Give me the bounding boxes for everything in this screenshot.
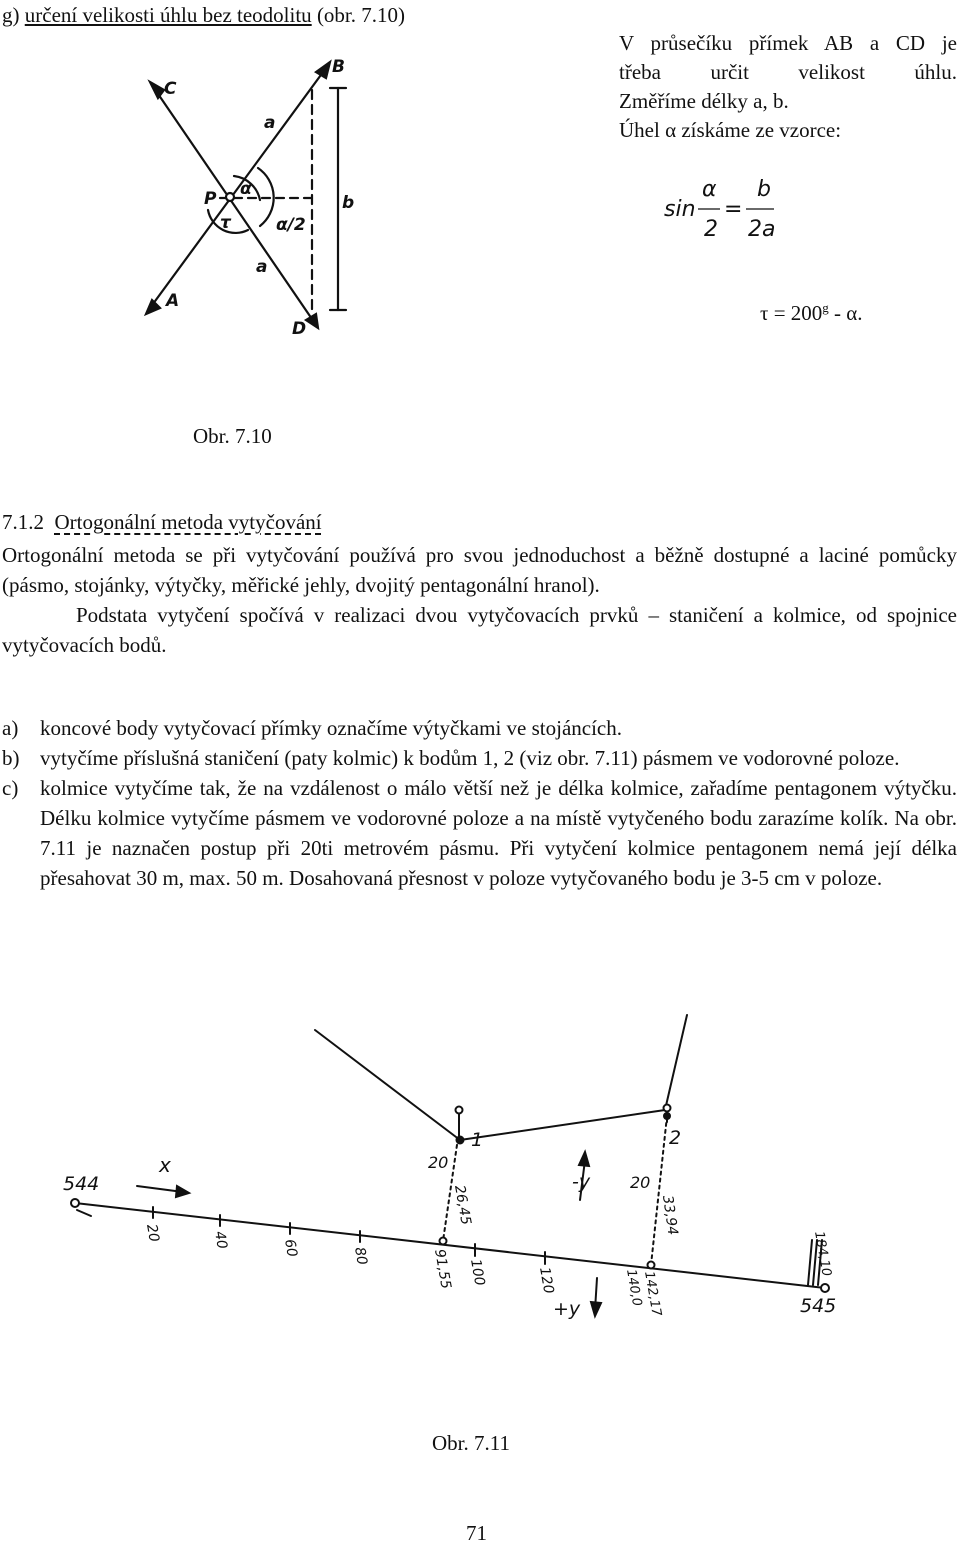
procedure-list — [2, 713, 957, 893]
label-tick-60: 60 — [281, 1237, 300, 1259]
formula-sin: sin — [664, 197, 696, 222]
point-2 — [664, 1113, 670, 1119]
label-a-point: A — [166, 291, 180, 311]
label-a-top: a — [264, 113, 276, 133]
list-item-label: b) — [2, 746, 20, 770]
label-tick-40: 40 — [211, 1229, 230, 1251]
formula-num1: α — [702, 177, 717, 202]
label-perp-1: 26,45 — [451, 1183, 474, 1227]
point-1-stake — [456, 1107, 463, 1114]
formula-den2: 2a — [748, 217, 776, 242]
label-neg-y: -y — [572, 1171, 591, 1193]
paragraph-2: Podstata vytyčení spočívá v realizaci dvou vytyčovacích prvků – staničení a kolmice, od spojnice vytyčovacích bodů. — [2, 603, 957, 657]
side-line-1: V průsečíku přímek AB a CD je — [619, 31, 957, 55]
label-d: D — [292, 319, 307, 339]
line-cd — [154, 88, 314, 322]
perpendicular-2 — [651, 1116, 667, 1265]
section-title: Ortogonální metoda vytyčování — [54, 510, 322, 534]
figure-7-10-diagram — [130, 40, 390, 350]
point-2-stake — [664, 1105, 671, 1112]
formula-eq: = — [724, 197, 743, 222]
body-text — [2, 540, 957, 660]
label-tick-20: 20 — [143, 1222, 162, 1244]
label-545: 545 — [800, 1295, 837, 1317]
list-item — [2, 743, 957, 773]
formula-den1: 2 — [704, 217, 718, 242]
sine-formula — [660, 176, 800, 246]
list-item — [2, 773, 957, 893]
label-20a: 20 — [428, 1153, 449, 1172]
label-alpha-half: α/2 — [276, 215, 306, 235]
tau-lhs: τ = 200 — [760, 301, 823, 325]
arrow-a — [146, 300, 160, 314]
label-alpha: α — [240, 179, 252, 199]
arrow-d — [306, 314, 318, 328]
side-line-4: Úhel α získáme ze vzorce: — [619, 118, 842, 142]
boundary-line-3 — [665, 1015, 687, 1110]
point-p — [226, 193, 234, 201]
section-heading — [2, 510, 322, 535]
heading-title: určení velikosti úhlu bez teodolitu — [24, 3, 312, 27]
heading-suffix: (obr. 7.10) — [311, 3, 406, 27]
list-item-text: koncové body vytyčovací přímky označíme výtyčkami ve stojáncích. — [40, 716, 622, 740]
tau-rhs: - α. — [828, 301, 863, 325]
tau-formula — [760, 300, 863, 326]
label-tick-18410: 184,10 — [811, 1230, 834, 1278]
label-20b: 20 — [630, 1173, 651, 1192]
arrow-c — [150, 82, 164, 98]
side-line-2: třeba určit velikost úhlu. — [619, 60, 957, 84]
label-tick-14217: 142,17 — [641, 1270, 664, 1318]
side-description — [619, 29, 957, 145]
label-perp-2: 33,94 — [659, 1194, 681, 1237]
point-1 — [457, 1137, 464, 1144]
label-b-dim: b — [342, 193, 355, 213]
list-item-text: kolmice vytyčíme tak, že na vzdálenost o málo větší než je délka kolmice, zařadíme pentagonem výtyčku. Délku kolmice vytyčíme pásmem ve vodorovné poloze a na místě vytyčeného bodu zarazíme kolík. Na obr. 7.11 je naznačen postup při 20ti metrovém pásmu. Při vytyčení kolmice pentagonem nemá její délka přesahovat 30 m, max. 50 m. Dosahovaná přesnost v poloze vytyčovaného bodu je 3-5 cm v poloze. — [40, 776, 957, 890]
foot-2 — [648, 1262, 655, 1269]
label-p: P — [204, 189, 217, 209]
label-point-1: 1 — [471, 1129, 484, 1151]
heading-prefix: g) — [2, 3, 25, 27]
section-number: 7.1.2 — [2, 510, 44, 534]
label-tick-120: 120 — [536, 1265, 557, 1296]
label-tick-9155: 91,55 — [431, 1247, 454, 1291]
list-item-text: vytyčíme příslušná staničení (paty kolmic) k bodům 1, 2 (viz obr. 7.11) pásmem ve vodorovné poloze. — [40, 746, 900, 770]
label-tick-1400: 140,0 — [623, 1268, 645, 1308]
formula-num2: b — [757, 177, 771, 202]
label-x: x — [159, 1153, 171, 1177]
arrow-b — [316, 62, 330, 78]
label-b: B — [332, 57, 345, 77]
label-point-2: 2 — [669, 1127, 682, 1149]
tau-sup: g — [822, 300, 829, 315]
label-a-bottom: a — [256, 257, 268, 277]
boundary-line-1 — [315, 1030, 460, 1140]
list-item-label: a) — [2, 716, 19, 740]
figure-7-11-diagram — [55, 1010, 855, 1330]
heading — [2, 2, 405, 28]
label-544: 544 — [63, 1173, 100, 1195]
list-item — [2, 713, 957, 743]
line-ab — [150, 68, 326, 308]
figure-caption-7-10: Obr. 7.10 — [193, 424, 272, 448]
label-pos-y: +y — [553, 1298, 581, 1320]
point-544 — [71, 1199, 79, 1207]
label-tick-100: 100 — [467, 1257, 488, 1288]
point-545 — [821, 1284, 829, 1292]
side-line-3: Změříme délky a, b. — [619, 89, 789, 113]
paragraph-1: Ortogonální metoda se při vytyčování používá pro svou jednoduchost a běžně dostupné a laciné pomůcky (pásmo, stojánky, výtyčky, měřické jehly, dvojitý pentagonální hranol). — [2, 543, 957, 597]
list-item-label: c) — [2, 776, 19, 800]
label-tick-80: 80 — [351, 1245, 370, 1267]
page-number: 71 — [466, 1521, 487, 1545]
figure-caption-7-11: Obr. 7.11 — [432, 1431, 510, 1455]
label-tau: τ — [220, 213, 231, 233]
foot-1 — [440, 1238, 447, 1245]
label-c: C — [164, 79, 177, 99]
boundary-line-2 — [460, 1110, 665, 1140]
